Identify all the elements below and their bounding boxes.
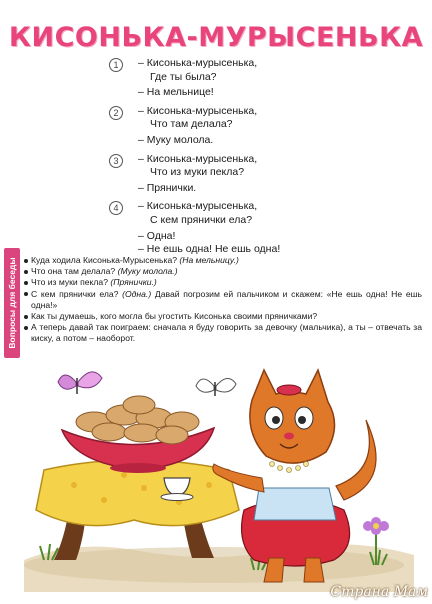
cat-nose xyxy=(284,433,294,440)
stanza-3 xyxy=(112,153,412,196)
questions-list xyxy=(24,255,422,345)
cat-tail xyxy=(336,420,376,500)
cat-pupil xyxy=(298,416,306,424)
question-item: Куда ходила Кисонька-Мурысенька? (На мельницу.) xyxy=(24,255,422,266)
cat-pupil xyxy=(272,416,280,424)
stanza-number: 1 xyxy=(109,58,123,72)
page-title: КИСОНЬКА-МУРЫСЕНЬКА xyxy=(8,22,424,53)
stanza-number: 2 xyxy=(109,106,123,120)
question-item: С кем прянички ела? (Одна.) Давай погрозим ей пальчиком и скажем: «Не ешь одна! Не ешь одна!» xyxy=(24,289,422,311)
stanza-1 xyxy=(112,57,412,100)
ground-shadow xyxy=(24,547,404,583)
question-item: Что она там делала? (Муку молола.) xyxy=(24,266,422,277)
stanza-number: 3 xyxy=(109,154,123,168)
butterfly-icon xyxy=(196,378,236,396)
cat-head xyxy=(250,370,335,463)
poem-line: – На мельнице! xyxy=(138,86,214,99)
stanza-4 xyxy=(112,200,412,256)
poem-line: – Кисонька-мурысенька, xyxy=(138,104,258,117)
cat-bow xyxy=(277,385,301,395)
poem-line: – Кисонька-мурысенька, xyxy=(138,200,258,213)
poem-line: – Одна! xyxy=(138,229,176,242)
stanza-number: 4 xyxy=(109,201,123,215)
poem-line: Что там делала? xyxy=(150,118,233,131)
cat-illustration xyxy=(14,360,420,592)
stanza-2 xyxy=(112,105,412,148)
question-item: Что из муки пекла? (Прянички.) xyxy=(24,277,422,288)
poem-line: Что из муки пекла? xyxy=(150,166,245,179)
illustration-svg xyxy=(14,360,420,592)
poem-line: – Кисонька-мурысенька, xyxy=(138,152,258,165)
butterfly-icon xyxy=(58,372,102,394)
poem-line: С кем прянички ела? xyxy=(150,213,253,226)
poem-line: Где ты была? xyxy=(150,70,217,83)
sidebar-label: Вопросы для беседы xyxy=(7,257,17,349)
poem-line: – Не ешь одна! Не ешь одна! xyxy=(138,243,281,256)
saucer xyxy=(161,494,193,501)
question-item: Как ты думаешь, кого могла бы угостить Кисонька своими пряничками? xyxy=(24,311,422,322)
watermark: Страна Мам xyxy=(330,584,428,600)
poem-line: – Кисонька-мурысенька, xyxy=(138,57,258,69)
gingerbread xyxy=(76,396,199,444)
poem-line: – Муку молола. xyxy=(138,133,214,146)
sidebar-tab xyxy=(4,248,20,358)
question-item: А теперь давай так поиграем: сначала я буду говорить за девочку (мальчика), а ты – отвечать за киску, а потом – наоборот. xyxy=(24,322,422,344)
poem xyxy=(112,57,412,262)
bowl-base xyxy=(110,463,166,473)
cat-leg xyxy=(304,558,324,582)
cat-apron xyxy=(254,488,336,520)
poem-line: – Прянички. xyxy=(138,181,197,194)
